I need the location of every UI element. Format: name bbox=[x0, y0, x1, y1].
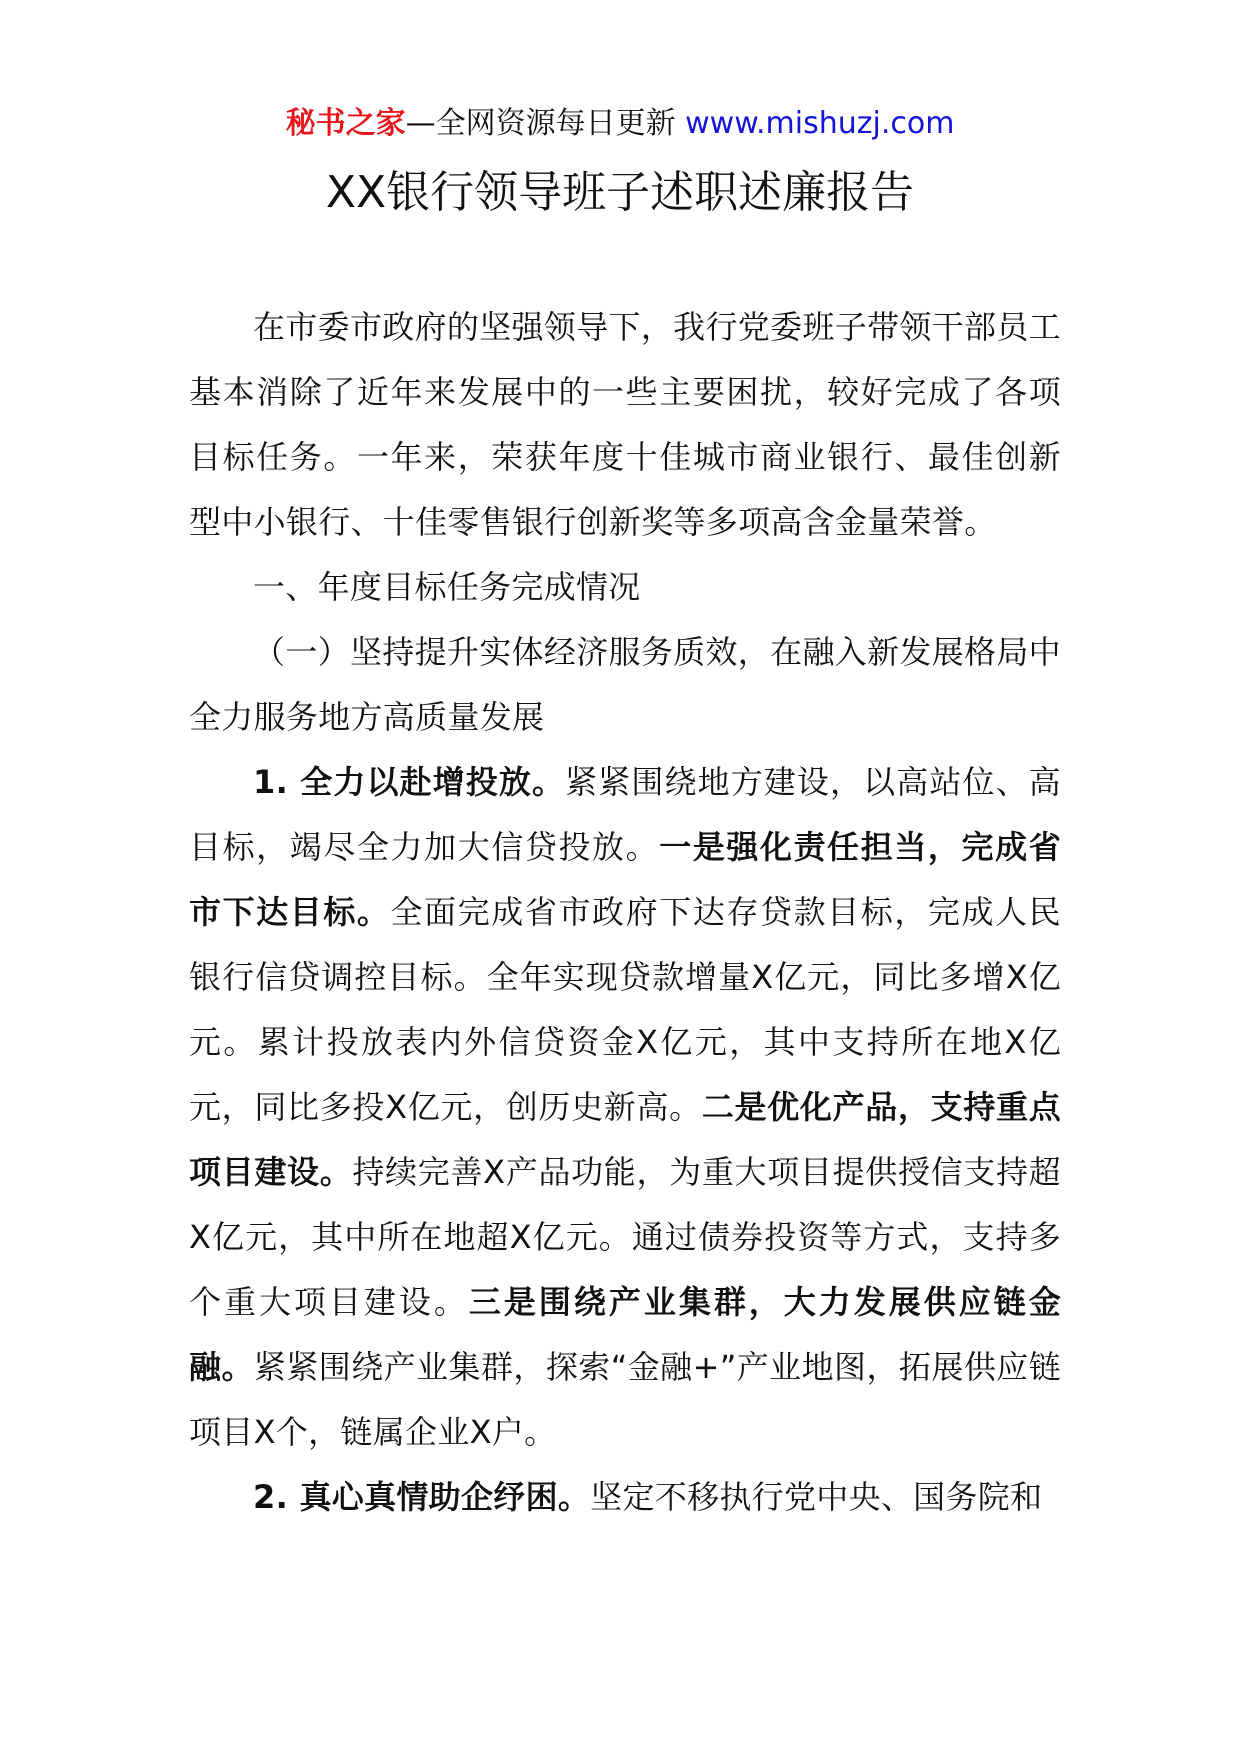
item-1-point-2-heading: 二是优化产品，支持重点项目建设。 bbox=[189, 1088, 1061, 1191]
item-1-point-3-heading: 三是围绕产业集群，大力发展供应链金融。 bbox=[189, 1283, 1061, 1386]
item-1-point-3-text: 紧紧围绕产业集群，探索“金融+”产业地图，拓展供应链项目X个，链属企业X户。 bbox=[189, 1348, 1061, 1451]
item-1-point-1-text: 全面完成省市政府下达存贷款目标，完成人民银行信贷调控目标。全年实现贷款增量X亿元，同比多增X亿元。累计投放表内外信贷资金X亿元，其中支持所在地X亿元，同比多投X亿元，创历史新高。 bbox=[189, 893, 1061, 1126]
item-2-lead: 2. 真心真情助企纾困。 bbox=[253, 1478, 591, 1516]
document-body bbox=[189, 295, 1061, 1530]
item-1-point-1-heading: 一是强化责任担当，完成省市下达目标。 bbox=[189, 828, 1061, 931]
site-tagline: —全网资源每日更新 bbox=[405, 106, 676, 141]
item-2-text: 坚定不移执行党中央、国务院和 bbox=[590, 1478, 1043, 1516]
section-heading: 一、年度目标任务完成情况 bbox=[253, 568, 641, 606]
document-title: XX银行领导班子述职述廉报告 bbox=[325, 167, 915, 218]
site-header bbox=[0, 104, 1240, 144]
item-1-point-2-text: 持续完善X产品功能，为重大项目提供授信支持超X亿元，其中所在地超X亿元。通过债券投资等方式，支持多个重大项目建设。 bbox=[189, 1153, 1061, 1321]
site-url-link[interactable]: www.mishuzj.com bbox=[685, 106, 955, 141]
intro-paragraph: 在市委市政府的坚强领导下，我行党委班子带领干部员工基本消除了近年来发展中的一些主要困扰，较好完成了各项目标任务。一年来，荣获年度十佳城市商业银行、最佳创新型中小银行、十佳零售银行创新奖等多项高含金量荣誉。 bbox=[189, 308, 1061, 541]
site-name: 秘书之家 bbox=[285, 106, 406, 141]
item-2-paragraph bbox=[189, 1465, 1061, 1530]
item-1-paragraph bbox=[189, 750, 1061, 1465]
item-1-text: 紧紧围绕地方建设，以高站位、高目标，竭尽全力加大信贷投放。 bbox=[189, 763, 1061, 866]
subsection-heading: （一）坚持提升实体经济服务质效，在融入新发展格局中全力服务地方高质量发展 bbox=[189, 633, 1061, 736]
item-1-lead: 1. 全力以赴增投放。 bbox=[253, 763, 566, 801]
